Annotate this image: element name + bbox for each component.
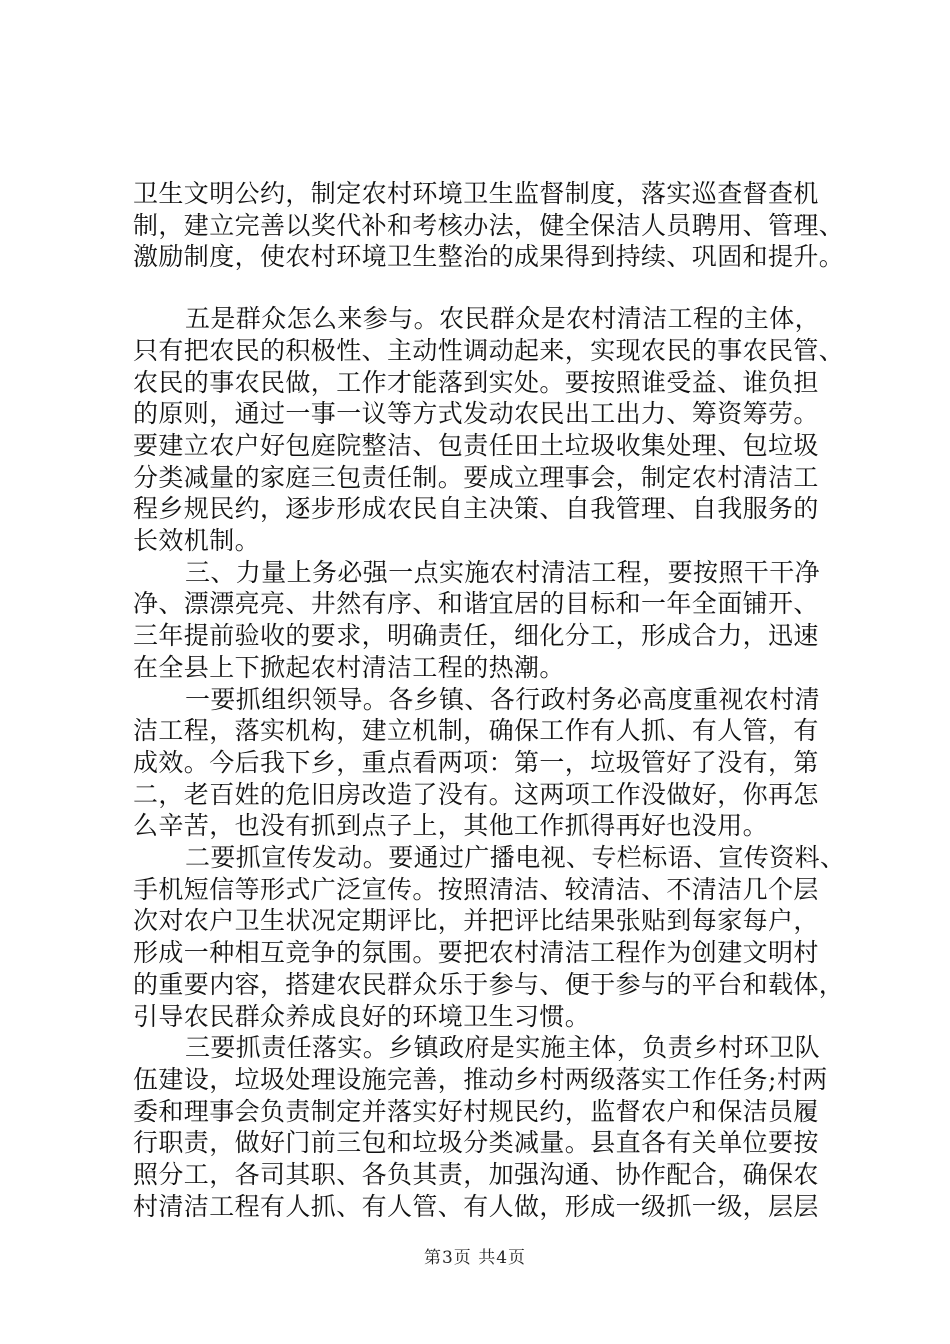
text-line: 照分工，各司其职、各负其责，加强沟通、协作配合，确保农 [133, 1160, 819, 1190]
paragraph-organization [133, 684, 823, 843]
text-line: 一要抓组织领导。各乡镇、各行政村务必高度重视农村清 [185, 684, 821, 714]
text-line: 形成一种相互竞争的氛围。要把农村清洁工程作为创建文明村 [133, 938, 819, 968]
text-line: 村清洁工程有人抓、有人管、有人做，形成一级抓一级，层层 [133, 1191, 819, 1221]
text-line: 卫生文明公约，制定农村环境卫生监督制度，落实巡查督查机 [133, 179, 819, 208]
text-line: 分类减量的家庭三包责任制。要成立理事会，制定农村清洁工 [133, 462, 819, 492]
document-body [133, 178, 846, 1223]
text-line: 在全县上下掀起农村清洁工程的热潮。 [133, 652, 565, 682]
text-line: 三、力量上务必强一点实施农村清洁工程，要按照干干净 [185, 557, 821, 587]
paragraph-public-participation [133, 303, 845, 557]
text-line: 行职责，做好门前三包和垃圾分类减量。县直各有关单位要按 [133, 1128, 819, 1158]
page-number-footer: 第3页 共4页 [423, 1248, 527, 1268]
paragraph-strength [133, 557, 823, 684]
text-line: 么辛苦，也没有抓到点子上，其他工作抓得再好也没用。 [133, 811, 769, 841]
text-line: 委和理事会负责制定并落实好村规民约，监督农户和保洁员履 [133, 1096, 819, 1126]
text-line: 农民的事农民做，工作才能落到实处。要按照谁受益、谁负担 [133, 367, 819, 397]
text-line: 二，老百姓的危旧房改造了没有。这两项工作没做好，你再怎 [133, 779, 819, 809]
text-line: 只有把农民的积极性、主动性调动起来，实现农民的事农民管、 [133, 335, 845, 365]
text-line: 五是群众怎么来参与。农民群众是农村清洁工程的主体， [185, 304, 821, 334]
text-line: 手机短信等形式广泛宣传。按照清洁、较清洁、不清洁几个层 [133, 874, 819, 904]
paragraph-publicity [133, 842, 846, 1032]
text-line: 伍建设，垃圾处理设施完善，推动乡村两级落实工作任务;村两 [133, 1064, 828, 1094]
text-line: 长效机制。 [133, 526, 261, 556]
text-line: 激励制度，使农村环境卫生整治的成果得到持续、巩固和提升。 [133, 242, 845, 272]
paragraph-responsibility [133, 1032, 828, 1222]
text-line: 三年提前验收的要求，明确责任，细化分工，形成合力，迅速 [133, 621, 819, 651]
text-line: 次对农户卫生状况定期评比，并把评比结果张贴到每家每户， [133, 906, 819, 936]
text-line: 成效。今后我下乡，重点看两项：第一，垃圾管好了没有，第 [133, 747, 819, 777]
paragraph-gap [133, 273, 823, 303]
text-line: 三要抓责任落实。乡镇政府是实施主体，负责乡村环卫队 [185, 1033, 821, 1063]
text-line: 净、漂漂亮亮、井然有序、和谐宜居的目标和一年全面铺开、 [133, 589, 819, 619]
text-line: 二要抓宣传发动。要通过广播电视、专栏标语、宣传资料、 [185, 843, 846, 873]
text-line: 要建立农户好包庭院整洁、包责任田土垃圾收集处理、包垃圾 [133, 430, 819, 460]
text-line: 的重要内容，搭建农民群众乐于参与、便于参与的平台和载体， [133, 969, 845, 999]
text-line: 洁工程，落实机构，建立机制，确保工作有人抓、有人管，有 [133, 716, 819, 746]
text-line: 引导农民群众养成良好的环境卫生习惯。 [133, 1001, 591, 1031]
paragraph-continuation [133, 178, 845, 273]
text-line: 程乡规民约，逐步形成农民自主决策、自我管理、自我服务的 [133, 494, 819, 524]
text-line: 制，建立完善以奖代补和考核办法，健全保洁人员聘用、管理、 [133, 210, 845, 240]
text-line: 的原则，通过一事一议等方式发动农民出工出力、筹资筹劳。 [133, 399, 819, 429]
